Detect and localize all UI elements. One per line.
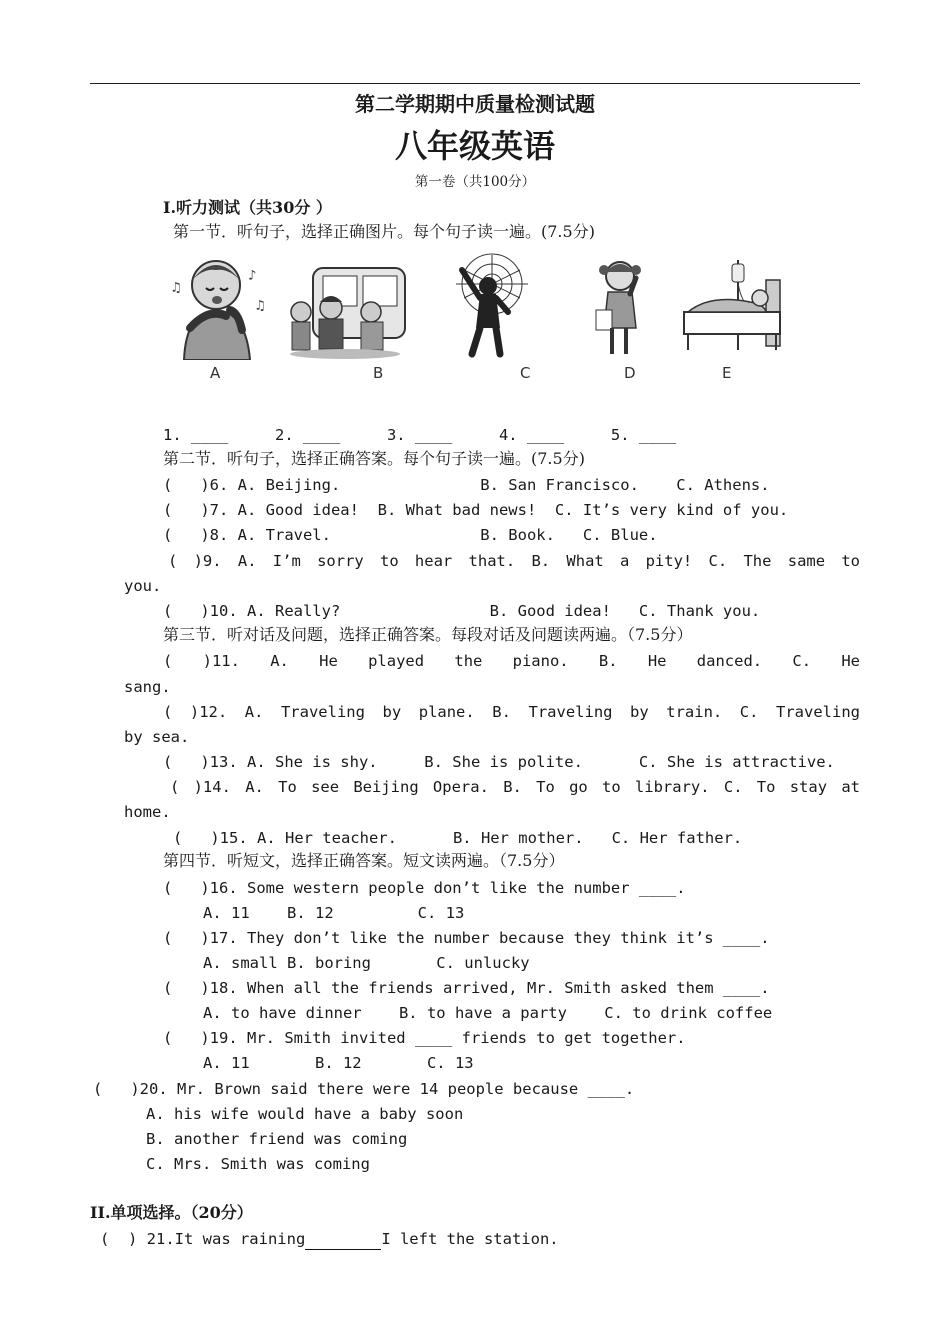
question-14: ( )14. A. To see Beijing Opera. B. To go to library. C. To stay at [170,778,860,796]
picture-label-c: C [520,364,531,382]
question-7: ( )7. A. Good idea! B. What bad news! C. It’s very kind of you. [163,501,789,519]
question-16: ( )16. Some western people don’t like the number ____. [163,879,686,897]
question-20-option-c: C. Mrs. Smith was coming [146,1155,370,1173]
question-20-option-a: A. his wife would have a baby soon [146,1105,464,1123]
part1-answer-line: 1. ____ 2. ____ 3. ____ 4. ____ 5. ____ [163,426,677,444]
question-10: ( )10. A. Really? B. Good idea! C. Thank you. [163,602,761,620]
question-8: ( )8. A. Travel. B. Book. C. Blue. [163,526,658,544]
question-18-options: A. to have dinner B. to have a party C. to drink coffee [203,1004,773,1022]
svg-text:♫: ♫ [256,298,265,314]
picture-b-bus-scene [283,250,408,360]
picture-label-e: E [722,364,732,382]
section1-heading: I.听力测试（共30分 ） [163,198,332,217]
picture-a-boy-singing [168,250,273,360]
picture-label-d: D [624,364,636,382]
question-21-start: ( ) 21.It was raining [100,1230,306,1248]
question-11-continued: sang. [124,678,171,696]
question-15: ( )15. A. Her teacher. B. Her mother. C. Her father. [173,829,743,847]
question-6: ( )6. A. Beijing. B. San Francisco. C. Athens. [163,476,770,494]
question-13: ( )13. A. She is shy. B. She is polite. C. She is attractive. [163,753,835,771]
question-9: ( )9. A. I’m sorry to hear that. B. What a pity! C. The same to [168,552,860,570]
question-19: ( )19. Mr. Smith invited ____ friends to get together. [163,1029,686,1047]
question-17: ( )17. They don’t like the number because they think it’s ____. [163,929,770,947]
question-21-end: I left the station. [381,1230,559,1248]
question-14-continued: home. [124,803,171,821]
question-21 [100,1229,559,1250]
picture-d-girl-phone [582,250,662,360]
top-rule [90,83,860,84]
question-20-option-b: B. another friend was coming [146,1130,408,1148]
question-21-blank[interactable] [305,1229,381,1250]
question-17-options: A. small B. boring C. unlucky [203,954,530,972]
question-12: ( )12. A. Traveling by plane. B. Traveling by train. C. Traveling [163,703,860,721]
part1-heading: 第一节．听句子，选择正确图片。每个句子读一遍。(7.5分) [173,222,595,241]
question-9-continued: you. [124,577,162,595]
question-12-continued: by sea. [124,728,190,746]
svg-text:♪: ♪ [248,268,257,284]
picture-e-hospital-bed [680,250,785,360]
part3-heading: 第三节．听对话及问题，选择正确答案。每段对话及问题读两遍。（7.5分） [163,625,693,644]
exam-title: 第二学期期中质量检测试题 [355,92,595,116]
picture-label-b: B [373,364,384,382]
question-19-options: A. 11 B. 12 C. 13 [203,1054,474,1072]
picture-c-spiderman [444,250,539,360]
exam-subtitle: 八年级英语 [394,127,555,165]
picture-label-a: A [210,364,221,382]
question-18: ( )18. When all the friends arrived, Mr. Smith asked them ____. [163,979,770,997]
section2-heading: II.单项选择。（20分） [90,1203,253,1222]
volume-label: 第一卷（共100分） [414,174,536,190]
part2-heading: 第二节．听句子，选择正确答案。每个句子读一遍。(7.5分) [163,449,585,468]
part4-heading: 第四节．听短文，选择正确答案。短文读两遍。（7.5分） [163,851,565,870]
question-20: ( )20. Mr. Brown said there were 14 people because ____. [93,1080,635,1098]
question-16-options: A. 11 B. 12 C. 13 [203,904,465,922]
svg-text:♫: ♫ [172,280,181,296]
question-11: ( )11. A. He played the piano. B. He danced. C. He [163,652,860,670]
